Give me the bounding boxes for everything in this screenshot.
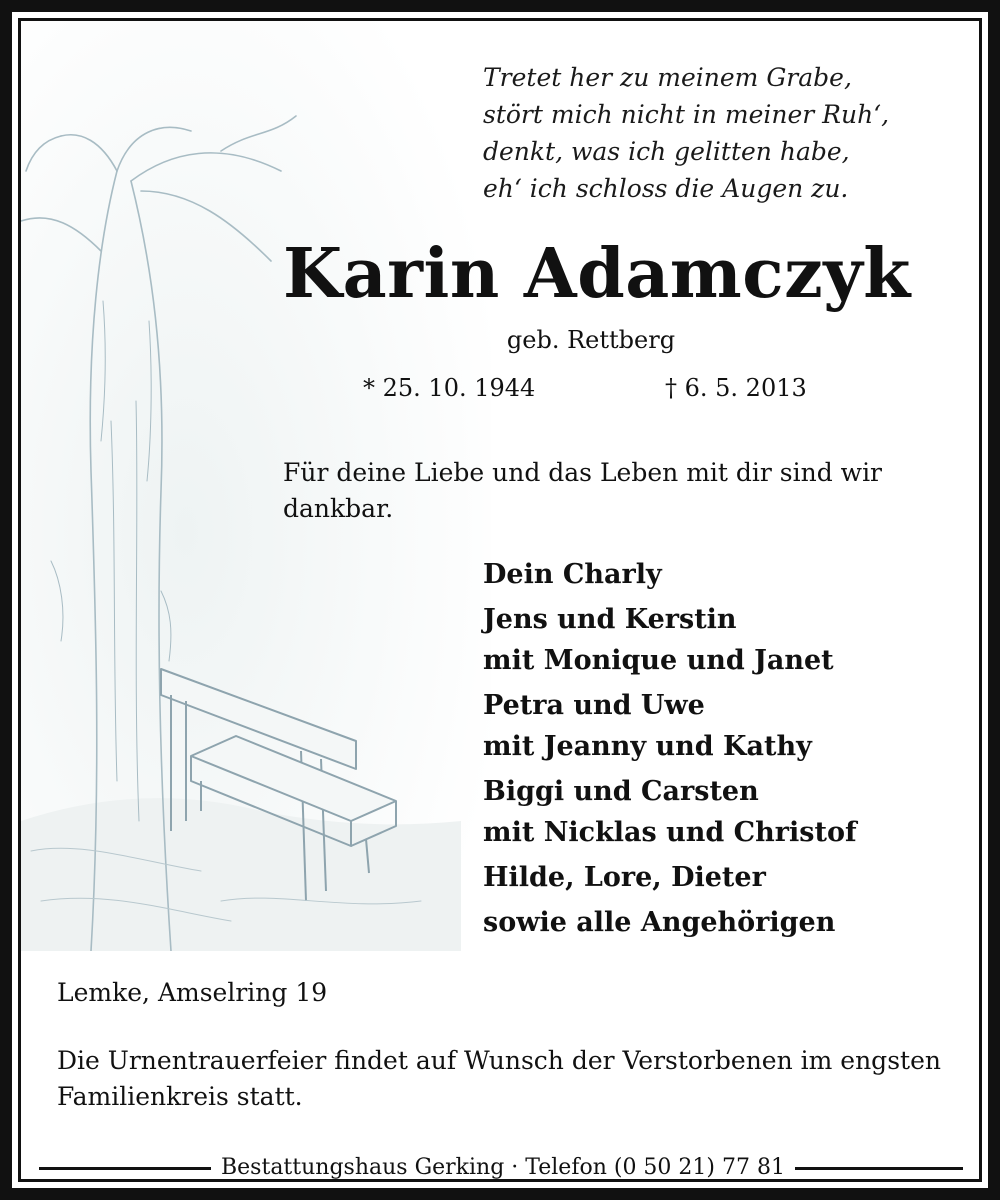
thanks-text: Für deine Liebe und das Leben mit dir sind wir dankbar. [283, 458, 883, 523]
mourner-group [483, 599, 857, 681]
mourner-line: Dein Charly [483, 559, 662, 590]
mourner-line: mit Jeanny und Kathy [483, 731, 812, 762]
poem [483, 59, 889, 207]
mourner-line: Biggi und Carsten [483, 776, 759, 807]
mourner-group [483, 685, 857, 767]
poem-line: denkt, was ich gelitten habe, [483, 137, 850, 166]
mourner-line: mit Monique und Janet [483, 645, 834, 676]
mourners-list [483, 554, 857, 947]
address: Lemke, Amselring 19 [57, 978, 328, 1007]
obituary-notice [18, 18, 982, 1182]
mourner-line: Hilde, Lore, Dieter [483, 862, 766, 893]
poem-line: Tretet her zu meinem Grabe, [483, 63, 852, 92]
death-date: † 6. 5. 2013 [665, 374, 807, 402]
funeral-home-contact: Bestattungshaus Gerking · Telefon (0 50 21) 77 81 [211, 1152, 795, 1182]
mourner-line: Jens und Kerstin [483, 604, 737, 635]
mourner-group [483, 771, 857, 853]
maiden-name: geb. Rettberg [506, 326, 676, 354]
birth-date: * 25. 10. 1944 [363, 374, 536, 402]
mourner-group [483, 902, 857, 943]
poem-line: stört mich nicht in meiner Ruh‘, [483, 100, 890, 129]
deceased-name: Karin Adamczyk [283, 234, 911, 314]
footer [21, 1152, 982, 1182]
mourner-line: mit Nicklas und Christof [483, 817, 857, 848]
mourner-group [483, 554, 857, 595]
mourner-line: sowie alle Angehörigen [483, 907, 836, 938]
funeral-notice: Die Urnentrauerfeier findet auf Wunsch der Verstorbenen im engsten Familienkreis statt. [57, 1046, 941, 1111]
mourner-group [483, 857, 857, 898]
mourner-line: Petra und Uwe [483, 690, 705, 721]
poem-line: eh‘ ich schloss die Augen zu. [483, 174, 849, 203]
